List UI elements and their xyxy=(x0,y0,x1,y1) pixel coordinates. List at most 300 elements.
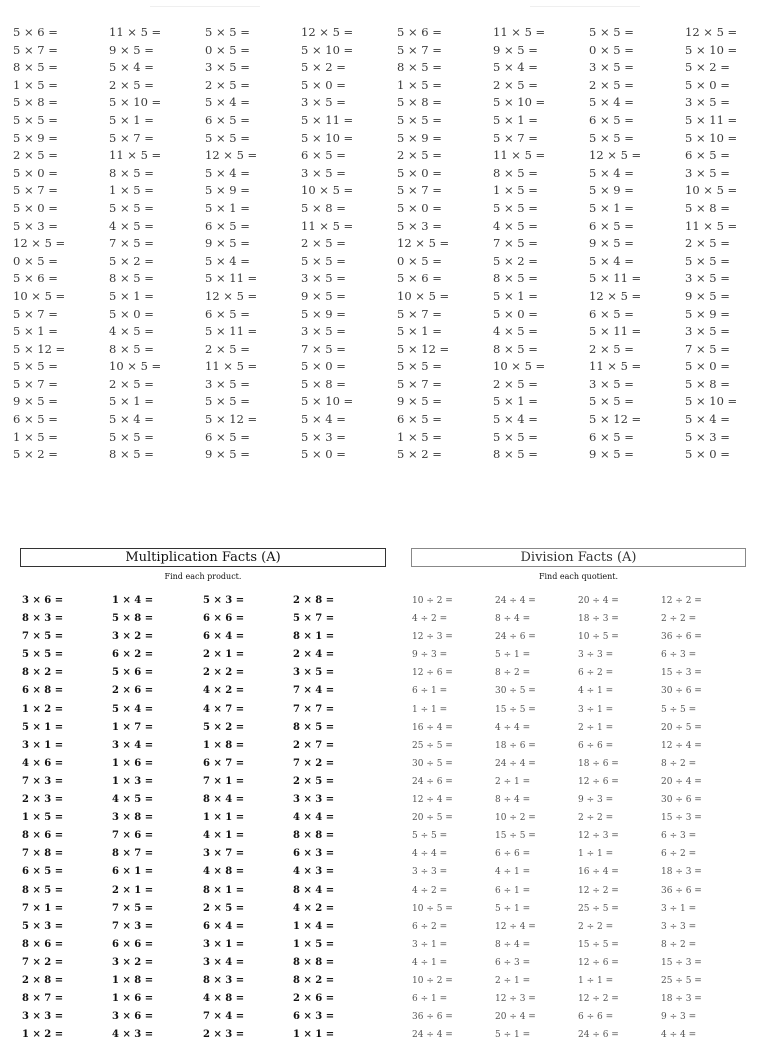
division-problem: 8 ÷ 2 = xyxy=(661,758,697,769)
header-line-left xyxy=(150,6,260,7)
top-problem: 5 × 8 = xyxy=(685,376,730,391)
top-problem: 5 × 2 = xyxy=(397,447,442,462)
top-problem: 10 × 5 = xyxy=(493,359,546,374)
top-column xyxy=(301,24,353,464)
top-problem: 2 × 5 = xyxy=(13,148,58,163)
top-problem: 5 × 7 = xyxy=(13,183,58,198)
multiplication-problem: 3 × 6 = xyxy=(112,1011,154,1023)
top-problem: 5 × 7 = xyxy=(397,183,442,198)
top-problem: 5 × 4 = xyxy=(109,412,154,427)
division-panel xyxy=(411,548,746,1041)
division-subtitle: Find each quotient. xyxy=(538,572,619,581)
top-problem: 5 × 0 = xyxy=(13,165,58,180)
division-problem: 4 ÷ 4 = xyxy=(495,722,531,733)
multiplication-problem: 1 × 5 = xyxy=(293,938,335,950)
multiplication-problem: 7 × 3 = xyxy=(22,775,64,787)
top-problem: 5 × 10 = xyxy=(685,130,738,145)
division-problem: 12 ÷ 3 = xyxy=(412,632,453,643)
multiplication-problem: 4 × 7 = xyxy=(203,703,245,715)
top-problem: 3 × 5 = xyxy=(301,165,346,180)
top-problem: 9 × 5 = xyxy=(205,447,250,462)
multiplication-problem: 2 × 8 = xyxy=(293,595,335,606)
division-problem: 6 ÷ 3 = xyxy=(661,650,697,661)
top-problem: 1 × 5 = xyxy=(13,429,58,444)
top-problem: 5 × 2 = xyxy=(13,447,58,462)
multiplication-problem: 3 × 4 = xyxy=(112,739,154,751)
multiplication-problem: 4 × 2 = xyxy=(203,685,245,697)
top-problem: 5 × 0 = xyxy=(301,447,346,462)
top-problem: 5 × 9 = xyxy=(397,130,442,145)
multiplication-problem: 5 × 6 = xyxy=(112,667,154,679)
division-problem: 20 ÷ 4 = xyxy=(578,596,619,606)
multiplication-problem: 4 × 1 = xyxy=(203,830,245,842)
top-problem: 8 × 5 = xyxy=(493,271,538,286)
multiplication-problem: 1 × 6 = xyxy=(112,993,154,1005)
top-problem: 12 × 5 = xyxy=(301,25,354,39)
division-problem: 5 ÷ 1 = xyxy=(495,650,531,661)
top-problem: 6 × 5 = xyxy=(589,306,634,321)
division-problem: 8 ÷ 4 = xyxy=(495,795,531,806)
top-problem: 11 × 5 = xyxy=(493,148,546,163)
multiplication-problem: 5 × 3 = xyxy=(22,920,64,932)
multiplication-problem: 2 × 6 = xyxy=(293,993,335,1005)
top-problem: 3 × 5 = xyxy=(301,95,346,110)
multiplication-problem: 2 × 2 = xyxy=(203,667,245,679)
division-problem: 6 ÷ 1 = xyxy=(412,686,448,697)
top-problem: 5 × 5 = xyxy=(205,394,250,409)
top-problem: 10 × 5 = xyxy=(109,359,162,374)
top-problem: 8 × 5 = xyxy=(109,271,154,286)
top-problem: 5 × 8 = xyxy=(397,95,442,110)
top-problem: 5 × 5 = xyxy=(493,429,538,444)
multiplication-problem: 8 × 5 = xyxy=(293,721,335,733)
top-problem: 8 × 5 = xyxy=(493,447,538,462)
division-problem: 8 ÷ 2 = xyxy=(495,668,531,679)
top-problem: 9 × 5 = xyxy=(301,288,346,303)
top-problem: 5 × 4 = xyxy=(205,165,250,180)
top-problem: 5 × 3 = xyxy=(13,218,58,233)
division-problem: 18 ÷ 3 = xyxy=(661,994,702,1005)
division-problem: 9 ÷ 3 = xyxy=(412,650,448,661)
top-problem: 3 × 5 = xyxy=(589,376,634,391)
multiplication-problem: 8 × 3 = xyxy=(22,613,64,625)
multiplication-problem: 7 × 1 = xyxy=(203,775,245,787)
multiplication-problem: 6 × 1 = xyxy=(112,866,154,878)
division-problem: 18 ÷ 6 = xyxy=(578,758,619,769)
multiplication-problem: 8 × 1 = xyxy=(203,884,245,896)
top-problem: 5 × 0 = xyxy=(301,77,346,92)
top-problem: 5 × 0 = xyxy=(397,200,442,215)
division-problem: 4 ÷ 4 = xyxy=(661,1030,697,1041)
multiplication-problem: 1 × 5 = xyxy=(22,812,64,824)
top-problem: 5 × 0 = xyxy=(685,447,730,462)
multiplication-problem: 7 × 2 = xyxy=(293,757,335,769)
division-problem: 6 ÷ 3 = xyxy=(661,831,697,842)
division-problem: 15 ÷ 3 = xyxy=(661,957,702,968)
multiplication-problem: 5 × 1 = xyxy=(22,721,64,733)
division-problem: 4 ÷ 1 = xyxy=(495,867,531,878)
top-problem: 2 × 5 = xyxy=(205,77,250,92)
division-problem: 12 ÷ 3 = xyxy=(495,994,536,1005)
multiplication-problem: 3 × 5 = xyxy=(293,667,335,679)
top-problem: 5 × 1 = xyxy=(493,112,538,127)
top-problem: 0 × 5 = xyxy=(205,42,250,57)
top-problem: 5 × 7 = xyxy=(109,130,154,145)
division-problem: 20 ÷ 4 = xyxy=(661,776,702,787)
top-problem: 5 × 0 = xyxy=(397,165,442,180)
top-problem: 12 × 5 = xyxy=(13,236,66,251)
top-problem: 2 × 5 = xyxy=(205,341,250,356)
multiplication-problem: 6 × 7 = xyxy=(203,757,245,769)
top-problem: 5 × 9 = xyxy=(205,183,250,198)
division-column xyxy=(661,592,702,1044)
division-column xyxy=(495,592,536,1044)
division-problem: 12 ÷ 2 = xyxy=(578,994,619,1005)
division-problem: 12 ÷ 2 = xyxy=(661,596,702,606)
top-problem: 5 × 11 = xyxy=(205,324,258,339)
top-problem: 5 × 5 = xyxy=(493,200,538,215)
division-problem: 8 ÷ 4 = xyxy=(495,614,531,625)
top-problem: 5 × 9 = xyxy=(589,183,634,198)
top-problem: 5 × 4 = xyxy=(589,253,634,268)
top-problem: 5 × 11 = xyxy=(685,112,738,127)
top-problem: 6 × 5 = xyxy=(205,306,250,321)
multiplication-panel xyxy=(20,548,386,1041)
top-problem: 6 × 5 = xyxy=(13,412,58,427)
division-problem: 9 ÷ 3 = xyxy=(578,795,614,806)
multiplication-problem: 6 × 3 = xyxy=(293,848,335,860)
multiplication-problem: 3 × 3 = xyxy=(293,794,335,806)
division-problem: 3 ÷ 1 = xyxy=(412,939,448,950)
top-problem: 5 × 5 = xyxy=(109,200,154,215)
multiplication-problem: 8 × 7 = xyxy=(22,993,64,1005)
top-problem: 0 × 5 = xyxy=(13,253,58,268)
top-problem: 0 × 5 = xyxy=(397,253,442,268)
top-problem: 2 × 5 = xyxy=(109,376,154,391)
top-problem: 9 × 5 = xyxy=(205,236,250,251)
division-problem: 12 ÷ 4 = xyxy=(412,795,453,806)
division-problem: 36 ÷ 6 = xyxy=(412,1012,453,1023)
division-problem: 18 ÷ 6 = xyxy=(495,740,536,751)
top-problem: 5 × 1 = xyxy=(493,394,538,409)
top-problem: 5 × 4 = xyxy=(493,60,538,75)
top-problem: 12 × 5 = xyxy=(589,148,642,163)
top-problem: 5 × 1 = xyxy=(109,112,154,127)
multiplication-problem: 4 × 8 = xyxy=(203,993,245,1005)
division-problem: 30 ÷ 5 = xyxy=(412,758,453,769)
multiplication-problem: 5 × 3 = xyxy=(203,595,245,606)
division-problem: 9 ÷ 3 = xyxy=(661,1012,697,1023)
top-problem: 8 × 5 = xyxy=(493,341,538,356)
top-problem: 5 × 1 = xyxy=(109,394,154,409)
division-problem: 12 ÷ 2 = xyxy=(578,885,619,896)
division-problem: 15 ÷ 5 = xyxy=(495,831,536,842)
top-problem: 3 × 5 = xyxy=(205,60,250,75)
top-problem: 2 × 5 = xyxy=(493,376,538,391)
top-problem: 5 × 10 = xyxy=(109,95,162,110)
multiplication-problem: 3 × 1 = xyxy=(22,739,64,751)
division-problem: 5 ÷ 1 = xyxy=(495,903,531,914)
multiplication-problem: 6 × 5 = xyxy=(22,866,64,878)
top-problem: 8 × 5 = xyxy=(109,447,154,462)
division-problem: 15 ÷ 5 = xyxy=(578,939,619,950)
top-problem: 2 × 5 = xyxy=(301,236,346,251)
multiplication-problem: 2 × 6 = xyxy=(112,685,154,697)
top-problem: 5 × 0 = xyxy=(685,77,730,92)
multiplication-problem: 3 × 2 = xyxy=(112,956,154,968)
multiplication-problem: 1 × 1 = xyxy=(203,812,245,824)
top-problem: 5 × 3 = xyxy=(397,218,442,233)
multiplication-problem: 1 × 6 = xyxy=(112,757,154,769)
division-problem: 36 ÷ 6 = xyxy=(661,632,702,643)
top-problem: 8 × 5 = xyxy=(13,60,58,75)
division-problem: 6 ÷ 6 = xyxy=(495,849,531,860)
division-problem: 4 ÷ 2 = xyxy=(412,885,448,896)
top-problem: 5 × 1 = xyxy=(397,324,442,339)
top-problem: 7 × 5 = xyxy=(493,236,538,251)
multiplication-problem: 2 × 1 = xyxy=(203,649,245,661)
division-problem: 30 ÷ 6 = xyxy=(661,795,702,806)
top-problem: 4 × 5 = xyxy=(109,324,154,339)
multiplication-column xyxy=(293,592,334,1044)
top-problem: 8 × 5 = xyxy=(493,165,538,180)
multiplication-problem: 8 × 3 = xyxy=(203,974,245,986)
multiplication-problem: 6 × 4 = xyxy=(203,631,245,643)
multiplication-problem: 4 × 5 = xyxy=(112,794,154,806)
multiplication-problem: 7 × 1 = xyxy=(22,902,64,914)
top-problem: 5 × 4 = xyxy=(589,95,634,110)
multiplication-problem: 6 × 4 = xyxy=(203,920,245,932)
top-problem: 9 × 5 = xyxy=(109,42,154,57)
top-problem: 8 × 5 = xyxy=(397,60,442,75)
division-problem: 15 ÷ 3 = xyxy=(661,813,702,824)
top-problem: 9 × 5 = xyxy=(397,394,442,409)
top-worksheet xyxy=(0,0,768,480)
top-problem: 3 × 5 = xyxy=(685,165,730,180)
multiplication-problem: 3 × 2 = xyxy=(112,631,154,643)
top-problem: 5 × 7 = xyxy=(13,42,58,57)
top-problem: 5 × 7 = xyxy=(493,130,538,145)
top-problem: 9 × 5 = xyxy=(13,394,58,409)
top-problem: 5 × 5 = xyxy=(301,253,346,268)
multiplication-problem: 6 × 6 = xyxy=(203,613,245,625)
top-problem: 5 × 5 = xyxy=(589,130,634,145)
top-problem: 5 × 4 = xyxy=(589,165,634,180)
division-problem: 6 ÷ 1 = xyxy=(495,885,531,896)
top-problem: 2 × 5 = xyxy=(397,148,442,163)
top-problem: 2 × 5 = xyxy=(109,77,154,92)
top-problem: 5 × 12 = xyxy=(205,412,258,427)
top-problem: 2 × 5 = xyxy=(685,236,730,251)
multiplication-column xyxy=(112,592,153,1044)
top-problem: 12 × 5 = xyxy=(589,288,642,303)
top-problem: 1 × 5 = xyxy=(397,77,442,92)
division-problem: 6 ÷ 6 = xyxy=(578,740,614,751)
multiplication-title: Multiplication Facts (A) xyxy=(20,548,386,567)
multiplication-problem: 4 × 3 = xyxy=(293,866,335,878)
multiplication-problem: 4 × 8 = xyxy=(203,866,245,878)
top-problem: 5 × 2 = xyxy=(109,253,154,268)
multiplication-problem: 4 × 3 = xyxy=(112,1029,154,1041)
division-problem: 8 ÷ 2 = xyxy=(661,939,697,950)
multiplication-column xyxy=(22,592,63,1044)
top-problem: 5 × 11 = xyxy=(589,271,642,286)
multiplication-problem: 7 × 8 = xyxy=(22,848,64,860)
multiplication-problem: 5 × 5 = xyxy=(22,649,64,661)
division-problem: 16 ÷ 4 = xyxy=(578,867,619,878)
top-problem: 9 × 5 = xyxy=(493,42,538,57)
top-problem: 5 × 10 = xyxy=(685,42,738,57)
top-problem: 2 × 5 = xyxy=(589,341,634,356)
top-problem: 11 × 5 = xyxy=(493,25,546,39)
top-problem: 12 × 5 = xyxy=(397,236,450,251)
division-problem: 24 ÷ 6 = xyxy=(412,776,453,787)
multiplication-problem: 2 × 3 = xyxy=(22,794,64,806)
top-problem: 6 × 5 = xyxy=(589,112,634,127)
top-problem: 5 × 0 = xyxy=(109,306,154,321)
top-problem: 3 × 5 = xyxy=(685,95,730,110)
multiplication-problem: 7 × 4 = xyxy=(203,1011,245,1023)
division-problem: 8 ÷ 4 = xyxy=(495,939,531,950)
division-problem: 3 ÷ 3 = xyxy=(578,650,614,661)
division-column xyxy=(578,592,619,1044)
top-problem: 5 × 4 = xyxy=(301,412,346,427)
division-problem: 10 ÷ 2 = xyxy=(412,975,453,986)
division-problem: 30 ÷ 5 = xyxy=(495,686,536,697)
top-problem: 5 × 10 = xyxy=(685,394,738,409)
top-problem: 6 × 5 = xyxy=(589,429,634,444)
top-problem: 2 × 5 = xyxy=(589,77,634,92)
multiplication-problem: 3 × 7 = xyxy=(203,848,245,860)
division-problem: 20 ÷ 5 = xyxy=(661,722,702,733)
top-problem: 6 × 5 = xyxy=(301,148,346,163)
division-problem: 15 ÷ 3 = xyxy=(661,668,702,679)
multiplication-problem: 2 × 5 = xyxy=(293,775,335,787)
top-problem: 3 × 5 = xyxy=(685,324,730,339)
top-problem: 10 × 5 = xyxy=(397,288,450,303)
top-problem: 5 × 7 = xyxy=(13,376,58,391)
multiplication-problem: 6 × 2 = xyxy=(112,649,154,661)
multiplication-problem: 2 × 4 = xyxy=(293,649,335,661)
top-problem: 11 × 5 = xyxy=(589,359,642,374)
division-problem: 12 ÷ 4 = xyxy=(661,740,702,751)
top-problem: 9 × 5 = xyxy=(589,447,634,462)
top-problem: 5 × 4 = xyxy=(685,412,730,427)
top-problem: 5 × 0 = xyxy=(301,359,346,374)
multiplication-column xyxy=(203,592,244,1044)
top-problem: 5 × 11 = xyxy=(205,271,258,286)
top-problem: 8 × 5 = xyxy=(109,165,154,180)
division-problem: 2 ÷ 1 = xyxy=(578,722,614,733)
multiplication-problem: 7 × 2 = xyxy=(22,956,64,968)
multiplication-problem: 4 × 2 = xyxy=(293,902,335,914)
top-problem: 5 × 5 = xyxy=(589,25,634,39)
top-problem: 5 × 11 = xyxy=(589,324,642,339)
division-problem: 2 ÷ 1 = xyxy=(495,975,531,986)
top-problem: 5 × 5 = xyxy=(397,359,442,374)
division-problem: 4 ÷ 4 = xyxy=(412,849,448,860)
top-problem: 5 × 5 = xyxy=(13,112,58,127)
top-problem: 3 × 5 = xyxy=(685,271,730,286)
top-problem: 5 × 5 = xyxy=(205,130,250,145)
multiplication-problem: 7 × 5 = xyxy=(22,631,64,643)
division-problem: 20 ÷ 5 = xyxy=(412,813,453,824)
multiplication-problem: 8 × 6 = xyxy=(22,938,64,950)
division-problem: 16 ÷ 4 = xyxy=(412,722,453,733)
multiplication-problem: 8 × 2 = xyxy=(22,667,64,679)
division-problem: 25 ÷ 5 = xyxy=(578,903,619,914)
top-problem: 9 × 5 = xyxy=(685,288,730,303)
division-problem: 30 ÷ 6 = xyxy=(661,686,702,697)
top-problem: 1 × 5 = xyxy=(493,183,538,198)
top-problem: 5 × 12 = xyxy=(397,341,450,356)
top-problem: 5 × 4 = xyxy=(205,253,250,268)
top-problem: 5 × 2 = xyxy=(301,60,346,75)
top-problem: 2 × 5 = xyxy=(493,77,538,92)
division-problem: 1 ÷ 1 = xyxy=(412,704,448,715)
top-problem: 5 × 1 = xyxy=(109,288,154,303)
top-problem: 5 × 6 = xyxy=(13,25,58,39)
multiplication-problem: 7 × 3 = xyxy=(112,920,154,932)
top-problem: 5 × 5 = xyxy=(397,112,442,127)
multiplication-problem: 5 × 7 = xyxy=(293,613,335,625)
top-problem: 3 × 5 = xyxy=(205,376,250,391)
top-problem: 5 × 5 = xyxy=(205,25,250,39)
division-problem: 3 ÷ 1 = xyxy=(661,903,697,914)
top-column xyxy=(109,24,161,464)
division-problem: 2 ÷ 2 = xyxy=(578,921,614,932)
division-problem: 24 ÷ 4 = xyxy=(495,596,536,606)
top-problem: 5 × 10 = xyxy=(301,130,354,145)
top-problem: 11 × 5 = xyxy=(109,148,162,163)
division-column xyxy=(412,592,453,1044)
multiplication-problem: 3 × 4 = xyxy=(203,956,245,968)
top-problem: 5 × 6 = xyxy=(397,271,442,286)
top-problem: 5 × 8 = xyxy=(685,200,730,215)
top-problem: 3 × 5 = xyxy=(301,324,346,339)
division-problem: 12 ÷ 6 = xyxy=(578,776,619,787)
multiplication-problem: 8 × 8 = xyxy=(293,956,335,968)
top-problem: 5 × 12 = xyxy=(13,341,66,356)
top-problem: 5 × 8 = xyxy=(13,95,58,110)
multiplication-problem: 4 × 6 = xyxy=(22,757,64,769)
top-problem: 5 × 5 = xyxy=(589,394,634,409)
top-problem: 5 × 4 = xyxy=(109,60,154,75)
division-problem: 6 ÷ 1 = xyxy=(412,994,448,1005)
top-problem: 0 × 5 = xyxy=(589,42,634,57)
top-problem: 8 × 5 = xyxy=(109,341,154,356)
division-problem: 18 ÷ 3 = xyxy=(578,614,619,625)
multiplication-problem: 1 × 7 = xyxy=(112,721,154,733)
multiplication-subtitle: Find each product. xyxy=(164,572,242,581)
division-problem: 5 ÷ 5 = xyxy=(412,831,448,842)
division-problem: 25 ÷ 5 = xyxy=(661,975,702,986)
division-problem: 15 ÷ 5 = xyxy=(495,704,536,715)
division-problem: 4 ÷ 1 = xyxy=(412,957,448,968)
top-problem: 10 × 5 = xyxy=(301,183,354,198)
top-problem: 5 × 3 = xyxy=(301,429,346,444)
division-problem: 1 ÷ 1 = xyxy=(578,975,614,986)
division-problem: 10 ÷ 5 = xyxy=(578,632,619,643)
division-problem: 4 ÷ 1 = xyxy=(578,686,614,697)
top-column xyxy=(205,24,257,464)
top-problem: 11 × 5 = xyxy=(205,359,258,374)
division-problem: 12 ÷ 6 = xyxy=(412,668,453,679)
top-problem: 5 × 0 = xyxy=(685,359,730,374)
top-problem: 6 × 5 = xyxy=(205,112,250,127)
multiplication-problem: 6 × 3 = xyxy=(293,1011,335,1023)
division-problem: 2 ÷ 1 = xyxy=(495,776,531,787)
